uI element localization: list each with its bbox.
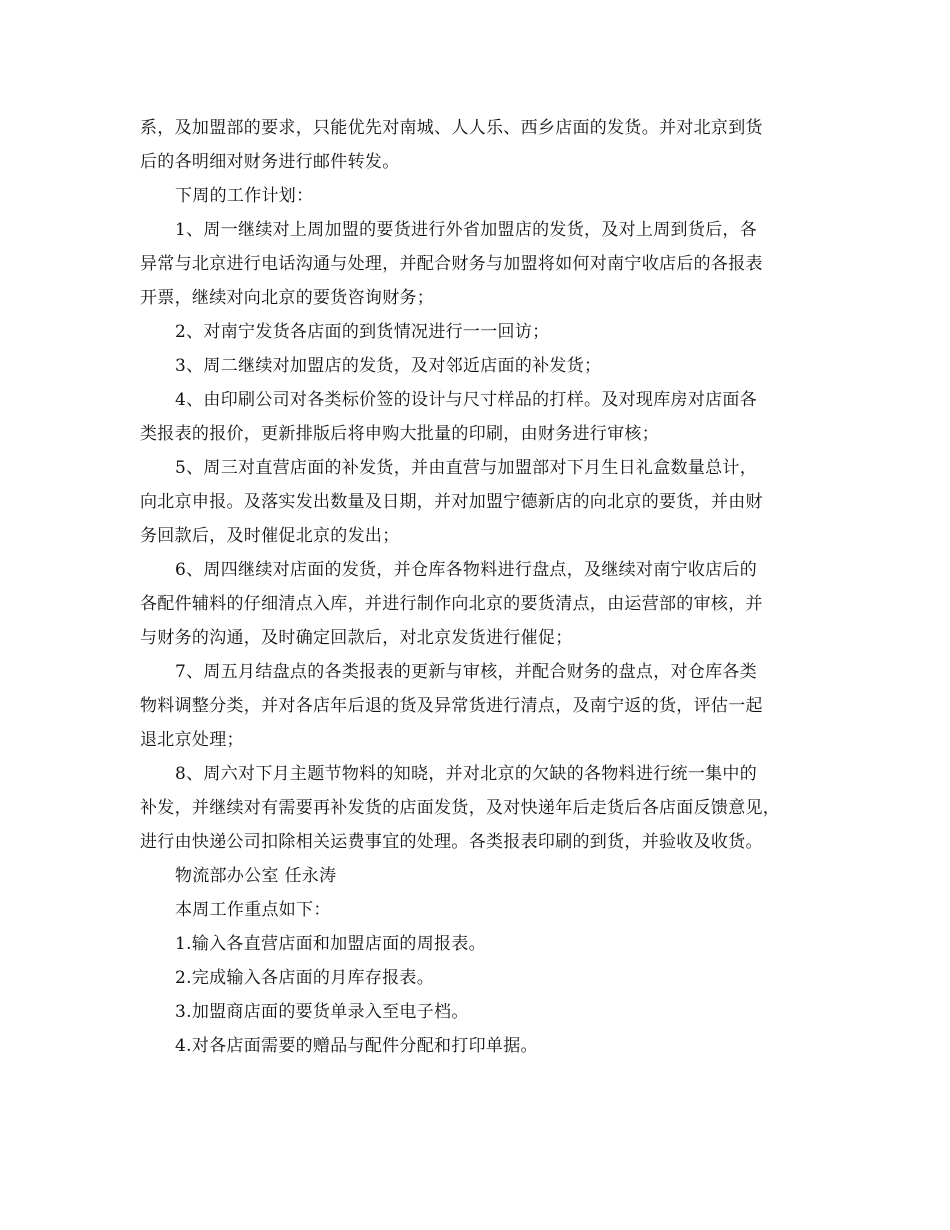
document-body	[140, 111, 816, 1063]
section-heading: 本周工作重点如下：	[175, 900, 331, 920]
list-item: 8、周六对下月主题节物料的知晓，并对北京的欠缺的各物料进行统一集中的	[175, 764, 758, 784]
text-line: 务回款后，及时催促北京的发出；	[140, 526, 400, 546]
list-item: 5、周三对直营店面的补发货，并由直营与加盟部对下月生日礼盒数量总计，	[175, 458, 758, 478]
list-item: 2、对南宁发货各店面的到货情况进行一一回访；	[175, 322, 550, 342]
list-item: 3、周二继续对加盟店的发货，及对邻近店面的补发货；	[175, 356, 602, 376]
list-item: 4、由印刷公司对各类标价签的设计与尺寸样品的打样。及对现库房对店面各	[175, 390, 758, 410]
list-item: 4.对各店面需要的赠品与配件分配和打印单据。	[175, 1036, 538, 1056]
text-line: 各配件辅料的仔细清点入库，并进行制作向北京的要货清点，由运营部的审核，并	[140, 594, 763, 614]
text-line: 向北京申报。及落实发出数量及日期，并对加盟宁德新店的向北京的要货，并由财	[140, 492, 763, 512]
list-item: 1、周一继续对上周加盟的要货进行外省加盟店的发货，及对上周到货后，各	[175, 220, 758, 240]
text-line: 异常与北京进行电话沟通与处理，并配合财务与加盟将如何对南宁收店后的各报表	[140, 254, 763, 274]
list-item: 6、周四继续对店面的发货，并仓库各物料进行盘点，及继续对南宁收店后的	[175, 560, 758, 580]
list-item: 7、周五月结盘点的各类报表的更新与审核，并配合财务的盘点，对仓库各类	[175, 662, 758, 682]
text-line: 系，及加盟部的要求，只能优先对南城、人人乐、西乡店面的发货。并对北京到货	[140, 118, 763, 138]
list-item: 2.完成输入各店面的月库存报表。	[175, 968, 435, 988]
text-line: 与财务的沟通，及时确定回款后，对北京发货进行催促；	[140, 628, 573, 648]
signature-line: 物流部办公室 任永涛	[175, 866, 337, 886]
text-line: 补发，并继续对有需要再补发货的店面发货，及对快递年后走货后各店面反馈意见，	[140, 798, 781, 818]
text-line: 类报表的报价，更新排版后将申购大批量的印刷，由财务进行审核；	[140, 424, 659, 444]
section-heading: 下周的工作计划：	[175, 186, 314, 206]
list-item: 3.加盟商店面的要货单录入至电子档。	[175, 1002, 469, 1022]
text-line: 后的各明细对财务进行邮件转发。	[140, 152, 400, 172]
text-line: 开票，继续对向北京的要货咨询财务；	[140, 288, 435, 308]
text-line: 退北京处理；	[140, 730, 244, 750]
text-line: 物料调整分类，并对各店年后退的货及异常货进行清点，及南宁返的货，评估一起	[140, 696, 763, 716]
list-item: 1.输入各直营店面和加盟店面的周报表。	[175, 934, 486, 954]
text-line: 进行由快递公司扣除相关运费事宜的处理。各类报表印刷的到货，并验收及收货。	[140, 832, 763, 852]
